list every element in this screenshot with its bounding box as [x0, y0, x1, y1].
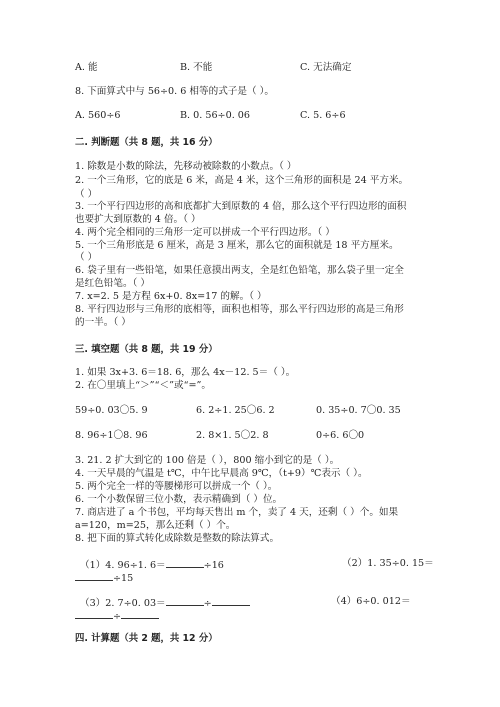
compare-item: 0÷6. 6〇0: [316, 430, 365, 441]
judge-line: （ ）: [75, 252, 98, 263]
conversion-item-3-cont: [75, 609, 159, 623]
answer-blank[interactable]: [121, 609, 159, 619]
conversion-text: （1）4. 96÷1. 6＝: [80, 560, 166, 571]
judge-line: 是红色铅笔。（ ）: [75, 278, 150, 289]
compare-item: 0. 35÷0. 7〇0. 35: [316, 405, 401, 416]
judge-line: 7. x=2. 5 是方程 6x+0. 8x=17 的解。（ ）: [75, 291, 267, 302]
judge-line: 8. 平行四边形与三角形的底相等，面积也相等，那么平行四边形的高是三角形: [75, 304, 404, 315]
section2-title: 二. 判断题（共 8 题，共 16 分）: [75, 137, 218, 148]
fill-line: 5. 两个完全一样的等腰梯形可以拼成一个（ ）。: [75, 481, 278, 492]
conversion-item-1-cont: [75, 571, 133, 585]
judge-line: 3. 一个平行四边形的高和底都扩大到原数的 4 倍，那么这个平行四边形的面积: [75, 201, 407, 212]
q8-option-c: C. 5. 6÷6: [300, 110, 346, 121]
section3-title: 三. 填空题（共 8 题，共 19 分）: [75, 344, 218, 355]
q8-option-b: B. 0. 56÷0. 06: [180, 110, 251, 121]
fill-q2: 2. 在〇里填上“＞”“＜”或“=”。: [75, 380, 212, 391]
fill-line: 8. 把下面的算式转化成除数是整数的除法算式。: [75, 533, 280, 544]
answer-blank[interactable]: [75, 571, 113, 581]
judge-line: 5. 一个三角形底是 6 厘米，高是 3 厘米，那么它的面积就是 18 平方厘米。: [75, 240, 399, 251]
conversion-text: ÷16: [203, 560, 224, 571]
compare-item: 2. 8×1. 5〇2. 8: [196, 430, 269, 441]
conversion-item-4: [331, 596, 411, 608]
q7-option-a: A. 能: [75, 62, 98, 73]
compare-item: 6. 2÷1. 25〇6. 2: [196, 405, 275, 416]
answer-blank[interactable]: [75, 609, 113, 619]
judge-line: 的一半。（ ）: [75, 317, 131, 328]
q8-stem: 8. 下面算式中与 56÷0. 6 相等的式子是（ ）。: [75, 86, 275, 97]
section4-title: 四. 计算题（共 2 题，共 12 分）: [75, 633, 218, 644]
conversion-text: ÷: [203, 598, 212, 609]
judge-line: 也要扩大到原数的 4 倍。（ ）: [75, 214, 201, 225]
conversion-text: ÷15: [113, 573, 134, 584]
conversion-item-3: [80, 596, 250, 610]
conversion-text: （2）1. 35÷0. 15＝: [342, 558, 434, 569]
judge-line: 4. 两个完全相同的三角形一定可以拼成一个平行四边形。（ ）: [75, 227, 335, 238]
conversion-item-2: [342, 558, 434, 570]
judge-line: 1. 除数是小数的除法，先移动被除数的小数点。（ ）: [75, 161, 297, 172]
judge-line: （ ）: [75, 189, 98, 200]
judge-line: 2. 一个三角形，它的底是 6 米，高是 4 米，这个三角形的面积是 24 平方米。: [75, 175, 409, 186]
q8-option-a: A. 560÷6: [75, 110, 121, 121]
fill-line: a=120，m=25，那么还剩（ ）个。: [75, 520, 236, 531]
q7-option-c: C. 无法确定: [300, 62, 352, 73]
judge-line: 6. 袋子里有一些铅笔，如果任意摸出两支，全是红色铅笔，那么袋子里一定全: [75, 265, 404, 276]
conversion-text: （4）6÷0. 012＝: [331, 596, 411, 607]
conversion-item-1: [80, 558, 224, 572]
answer-blank[interactable]: [166, 596, 204, 606]
compare-item: 59÷0. 03〇5. 9: [75, 405, 148, 416]
compare-item: 8. 96÷1〇8. 96: [75, 430, 148, 441]
answer-blank[interactable]: [212, 596, 250, 606]
fill-q1: 1. 如果 3x+3. 6＝18. 6，那么 4x－12. 5＝（ ）。: [75, 367, 296, 378]
fill-line: 4. 一天早晨的气温是 t℃，中午比早晨高 9℃，（t+9）℃表示（ ）。: [75, 468, 368, 479]
conversion-text: ÷: [113, 611, 122, 622]
fill-line: 3. 21. 2 扩大到它的 100 倍是（ ），800 缩小到它的是（ ）。: [75, 455, 340, 466]
q7-option-b: B. 不能: [180, 62, 213, 73]
answer-blank[interactable]: [166, 558, 204, 568]
fill-line: 6. 一个小数保留三位小数，表示精确到（ ）位。: [75, 494, 283, 505]
conversion-text: （3）2. 7÷0. 03＝: [80, 598, 166, 609]
fill-line: 7. 商店进了 a 个书包，平均每天售出 m 个，卖了 4 天，还剩（ ）个。如果: [75, 507, 399, 518]
